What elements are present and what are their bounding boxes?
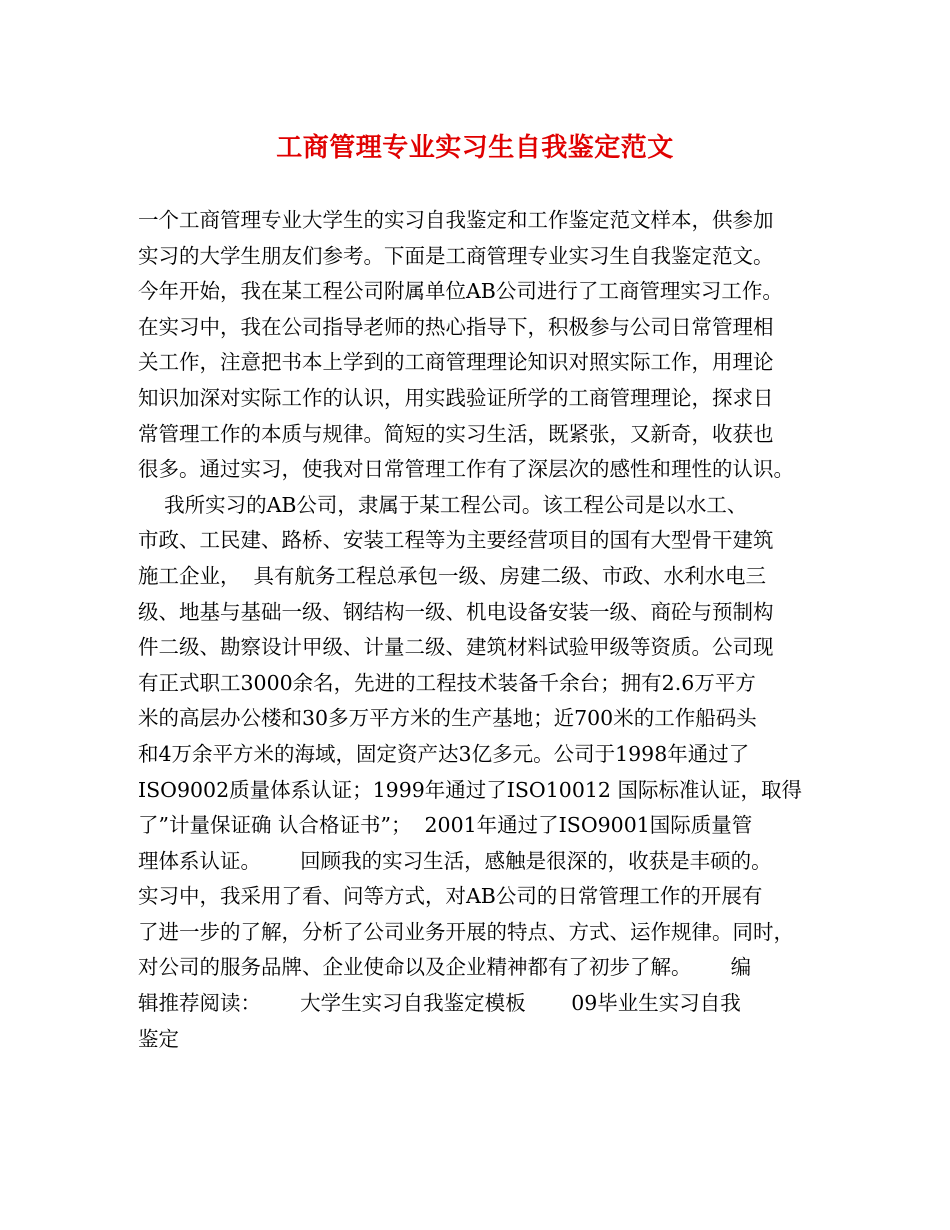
body-line: 级、地基与基础一级、钢结构一级、机电设备安装一级、商砼与预制构 (138, 599, 774, 624)
body-line: 理体系认证。 回顾我的实习生活，感触是很深的，收获是丰硕的。 (138, 848, 772, 873)
body-line: 常管理工作的本质与规律。简短的实习生活，既紧张，又新奇，收获也 (138, 421, 774, 446)
body-line: 我所实习的AB公司，隶属于某工程公司。该工程公司是以水工、 (138, 492, 748, 517)
body-line: 很多。通过实习，使我对日常管理工作有了深层次的感性和理性的认识。 (138, 457, 794, 482)
body-line: 件二级、勘察设计甲级、计量二级、建筑材料试验甲级等资质。公司现 (138, 635, 774, 660)
document-title: 工商管理专业实习生自我鉴定范文 (276, 133, 674, 163)
body-line: 鉴定 (138, 1026, 179, 1051)
body-line: 对公司的服务品牌、企业使命以及企业精神都有了初步了解。 编 (138, 955, 752, 980)
body-line: 关工作，注意把书本上学到的工商管理理论知识对照实际工作，用理论 (138, 350, 774, 375)
body-line: 一个工商管理专业大学生的实习自我鉴定和工作鉴定范文样本，供参加 (138, 208, 774, 232)
body-line: 米的高层办公楼和30多万平方米的生产基地；近700米的工作船码头 (138, 706, 757, 731)
body-line: 实习中，我采用了看、问等方式，对AB公司的日常管理工作的开展有 (138, 884, 763, 909)
body-line: 施工企业， 具有航务工程总承包一级、房建二级、市政、水利水电三 (138, 563, 767, 588)
body-line: 在实习中，我在公司指导老师的热心指导下，积极参与公司日常管理相 (138, 314, 774, 339)
body-line: 今年开始，我在某工程公司附属单位AB公司进行了工商管理实习工作。 (138, 279, 783, 304)
body-line: 实习的大学生朋友们参考。下面是工商管理专业实习生自我鉴定范文。 (138, 243, 774, 268)
document-body (138, 203, 828, 1057)
body-line: 了进一步的了解，分析了公司业务开展的特点、方式、运作规律。同时， (138, 919, 794, 944)
body-line: 了”计量保证确 认合格证书”； 2001年通过了ISO9001国际质量管 (138, 813, 753, 838)
body-line: ISO9002质量体系认证；1999年通过了ISO10012 国际标准认证，取得 (138, 777, 802, 802)
body-line: 市政、工民建、路桥、安装工程等为主要经营项目的国有大型骨干建筑 (138, 528, 774, 553)
body-line: 有正式职工3000余名，先进的工程技术装备千余台；拥有2.6万平方 (138, 670, 756, 695)
body-line: 知识加深对实际工作的认识，用实践验证所学的工商管理理论，探求日 (138, 385, 774, 410)
body-line: 和4万余平方米的海域，固定资产达3亿多元。公司于1998年通过了 (138, 741, 750, 766)
body-line: 辑推荐阅读： 大学生实习自我鉴定模板 09毕业生实习自我 (138, 991, 741, 1016)
